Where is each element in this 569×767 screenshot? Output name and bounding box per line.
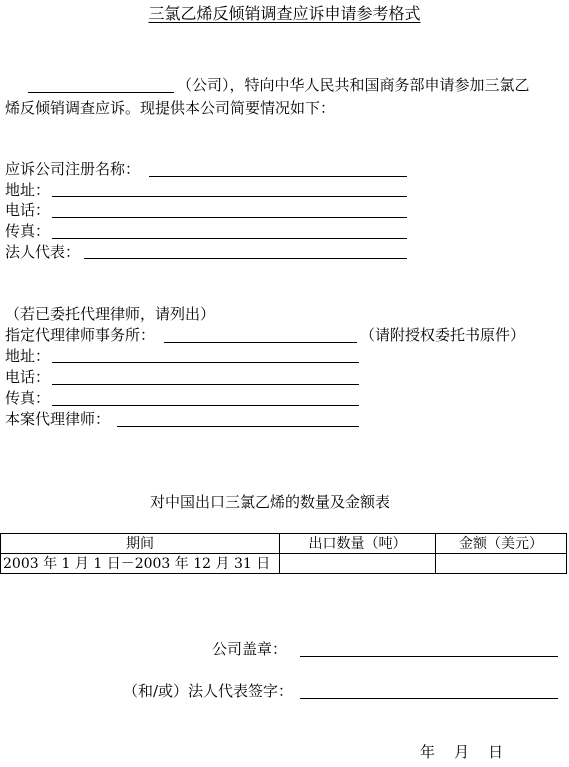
company-fax-field[interactable] <box>52 238 407 239</box>
legal-rep-signature-label: （和/或）法人代表签字： <box>123 682 294 700</box>
company-name-label: 应诉公司注册名称： <box>5 160 141 178</box>
legal-rep-field[interactable] <box>84 258 407 259</box>
date-line: 年 月 日 <box>420 743 504 761</box>
lawyer-phone-label: 电话： <box>5 368 51 386</box>
export-quantity-table <box>0 533 567 574</box>
intro-line-1: （公司），特向中华人民共和国商务部申请参加三氯乙 <box>177 76 530 94</box>
law-firm-label: 指定代理律师事务所： <box>5 326 156 344</box>
company-seal-label: 公司盖章： <box>212 640 288 658</box>
column-header-amount: 金额（美元） <box>436 534 567 554</box>
company-address-label: 地址： <box>5 181 51 199</box>
lawyer-fax-field[interactable] <box>52 405 359 406</box>
period-cell: 2003 年 1 月 1 日－2003 年 12 月 31 日 <box>1 554 280 574</box>
law-firm-note: （请附授权委托书原件） <box>360 326 526 344</box>
lawyer-address-label: 地址： <box>5 347 51 365</box>
company-address-field[interactable] <box>52 196 407 197</box>
column-header-period: 期间 <box>1 534 280 554</box>
lawyer-address-field[interactable] <box>52 362 359 363</box>
document-title: 三氯乙烯反倾销调查应诉申请参考格式 <box>148 4 421 23</box>
case-lawyer-field[interactable] <box>117 426 359 427</box>
amount-cell[interactable] <box>436 554 567 574</box>
lawyer-fax-label: 传真： <box>5 389 51 407</box>
company-phone-field[interactable] <box>52 217 407 218</box>
quantity-cell[interactable] <box>280 554 436 574</box>
company-phone-label: 电话： <box>5 201 51 219</box>
company-fax-label: 传真： <box>5 222 51 240</box>
column-header-quantity: 出口数量（吨） <box>280 534 436 554</box>
company-seal-field[interactable] <box>300 656 558 657</box>
intro-line-2: 烯反倾销调查应诉。现提供本公司简要情况如下： <box>5 99 336 117</box>
case-lawyer-label: 本案代理律师： <box>5 410 111 428</box>
law-firm-field[interactable] <box>164 342 357 343</box>
legal-rep-label: 法人代表： <box>5 243 81 261</box>
company-name-field[interactable] <box>149 176 407 177</box>
lawyer-phone-field[interactable] <box>52 384 359 385</box>
lawyer-note: （若已委托代理律师，请列出） <box>5 305 216 323</box>
table-caption: 对中国出口三氯乙烯的数量及金额表 <box>150 493 391 511</box>
legal-rep-signature-field[interactable] <box>300 698 558 699</box>
table-header-row <box>1 534 567 554</box>
company-name-blank[interactable] <box>28 92 174 93</box>
table-row <box>1 554 567 574</box>
